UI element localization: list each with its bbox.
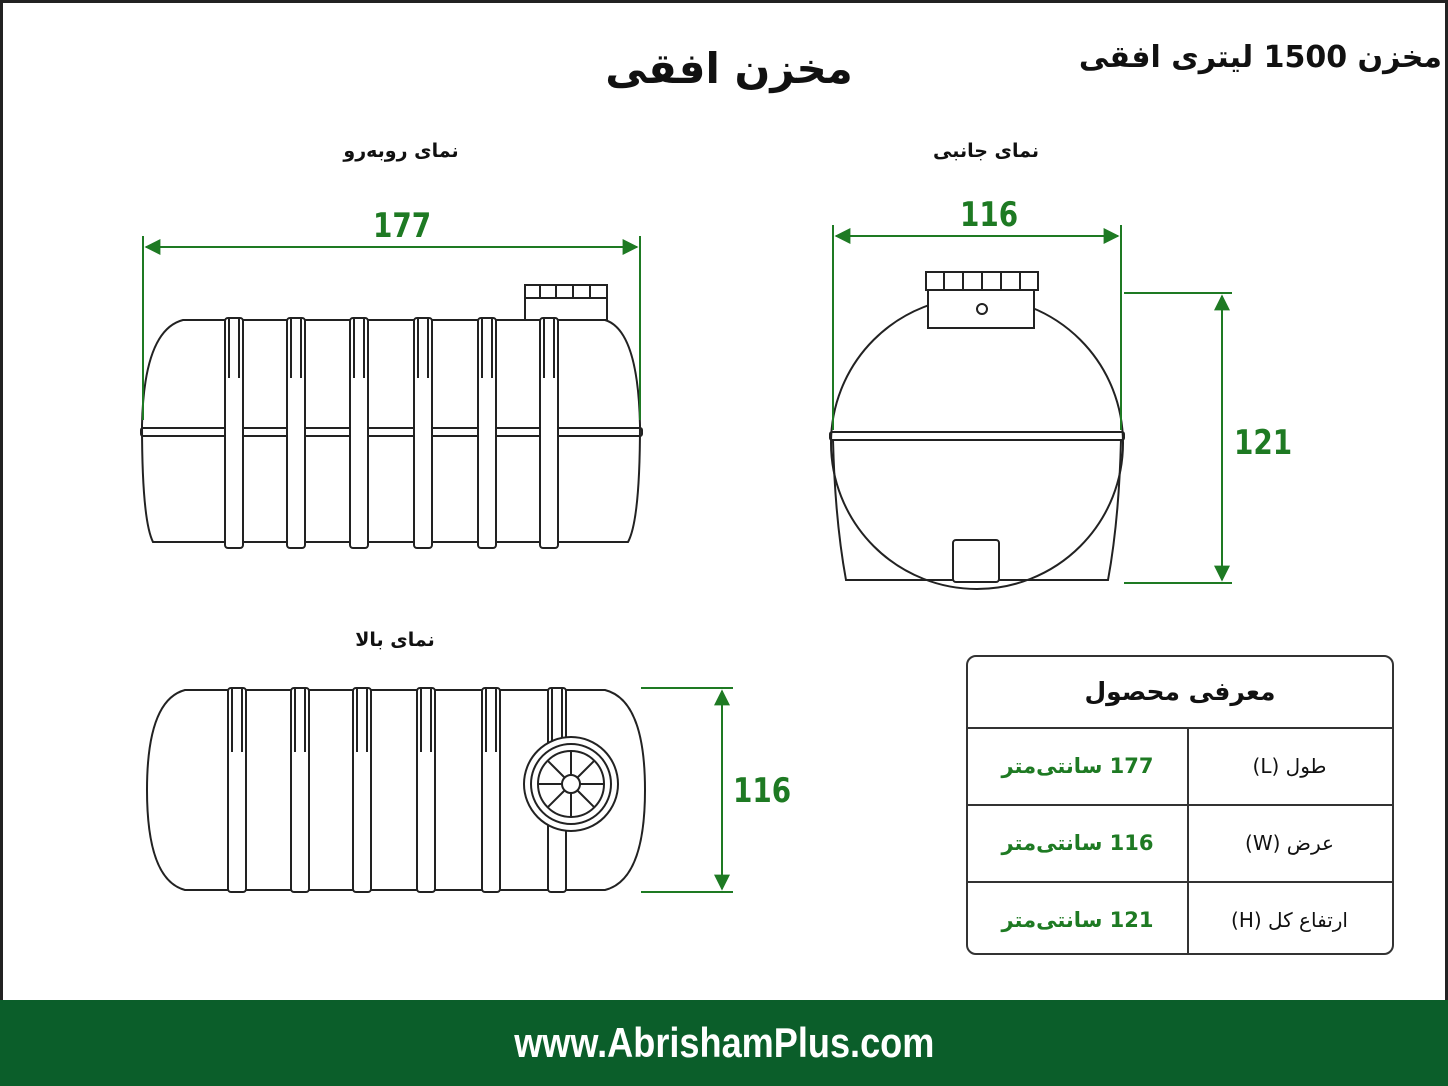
website-link[interactable]: www.AbrishamPlus.com bbox=[513, 1019, 935, 1066]
spec-value: 116 سانتی‌متر bbox=[1001, 831, 1154, 855]
product-subtitle: مخزن 1500 لیتری افقی bbox=[1078, 40, 1442, 75]
front-rib bbox=[287, 318, 305, 548]
side-height-value: 121 bbox=[1234, 423, 1293, 463]
top-view-tank bbox=[147, 688, 645, 892]
front-length-dimension bbox=[143, 236, 640, 420]
spec-label: ارتفاع کل (H) bbox=[1231, 908, 1348, 932]
front-rib bbox=[540, 318, 558, 548]
page-title: مخزن افقی bbox=[605, 44, 853, 93]
front-length-value: 177 bbox=[373, 206, 432, 246]
front-rib bbox=[225, 318, 243, 548]
top-width-value: 116 bbox=[733, 771, 792, 811]
spec-row-height bbox=[968, 883, 1392, 955]
spec-row-width bbox=[968, 806, 1392, 883]
top-rib bbox=[417, 688, 435, 892]
side-width-value: 116 bbox=[960, 195, 1019, 235]
front-rib bbox=[478, 318, 496, 548]
front-rib bbox=[350, 318, 368, 548]
spec-value: 177 سانتی‌متر bbox=[1001, 754, 1154, 778]
spec-table-heading: معرفی محصول bbox=[968, 657, 1392, 729]
top-rib bbox=[482, 688, 500, 892]
spec-label: عرض (W) bbox=[1245, 831, 1334, 855]
top-rib bbox=[228, 688, 246, 892]
spec-label: طول (L) bbox=[1252, 754, 1327, 778]
top-width-dimension bbox=[641, 688, 733, 892]
top-rib bbox=[291, 688, 309, 892]
front-view-label: نمای روبه‌رو bbox=[343, 140, 459, 162]
footer-banner bbox=[0, 1000, 1448, 1086]
side-view-label: نمای جانبی bbox=[933, 140, 1039, 162]
spec-row-length bbox=[968, 729, 1392, 806]
top-rib bbox=[353, 688, 371, 892]
product-spec-table bbox=[966, 655, 1394, 955]
top-view-label: نمای بالا bbox=[355, 629, 435, 651]
front-rib bbox=[414, 318, 432, 548]
spec-value: 121 سانتی‌متر bbox=[1001, 908, 1154, 932]
side-height-dimension bbox=[1124, 293, 1232, 583]
side-view-tank bbox=[830, 272, 1124, 589]
front-view-tank bbox=[141, 285, 642, 548]
